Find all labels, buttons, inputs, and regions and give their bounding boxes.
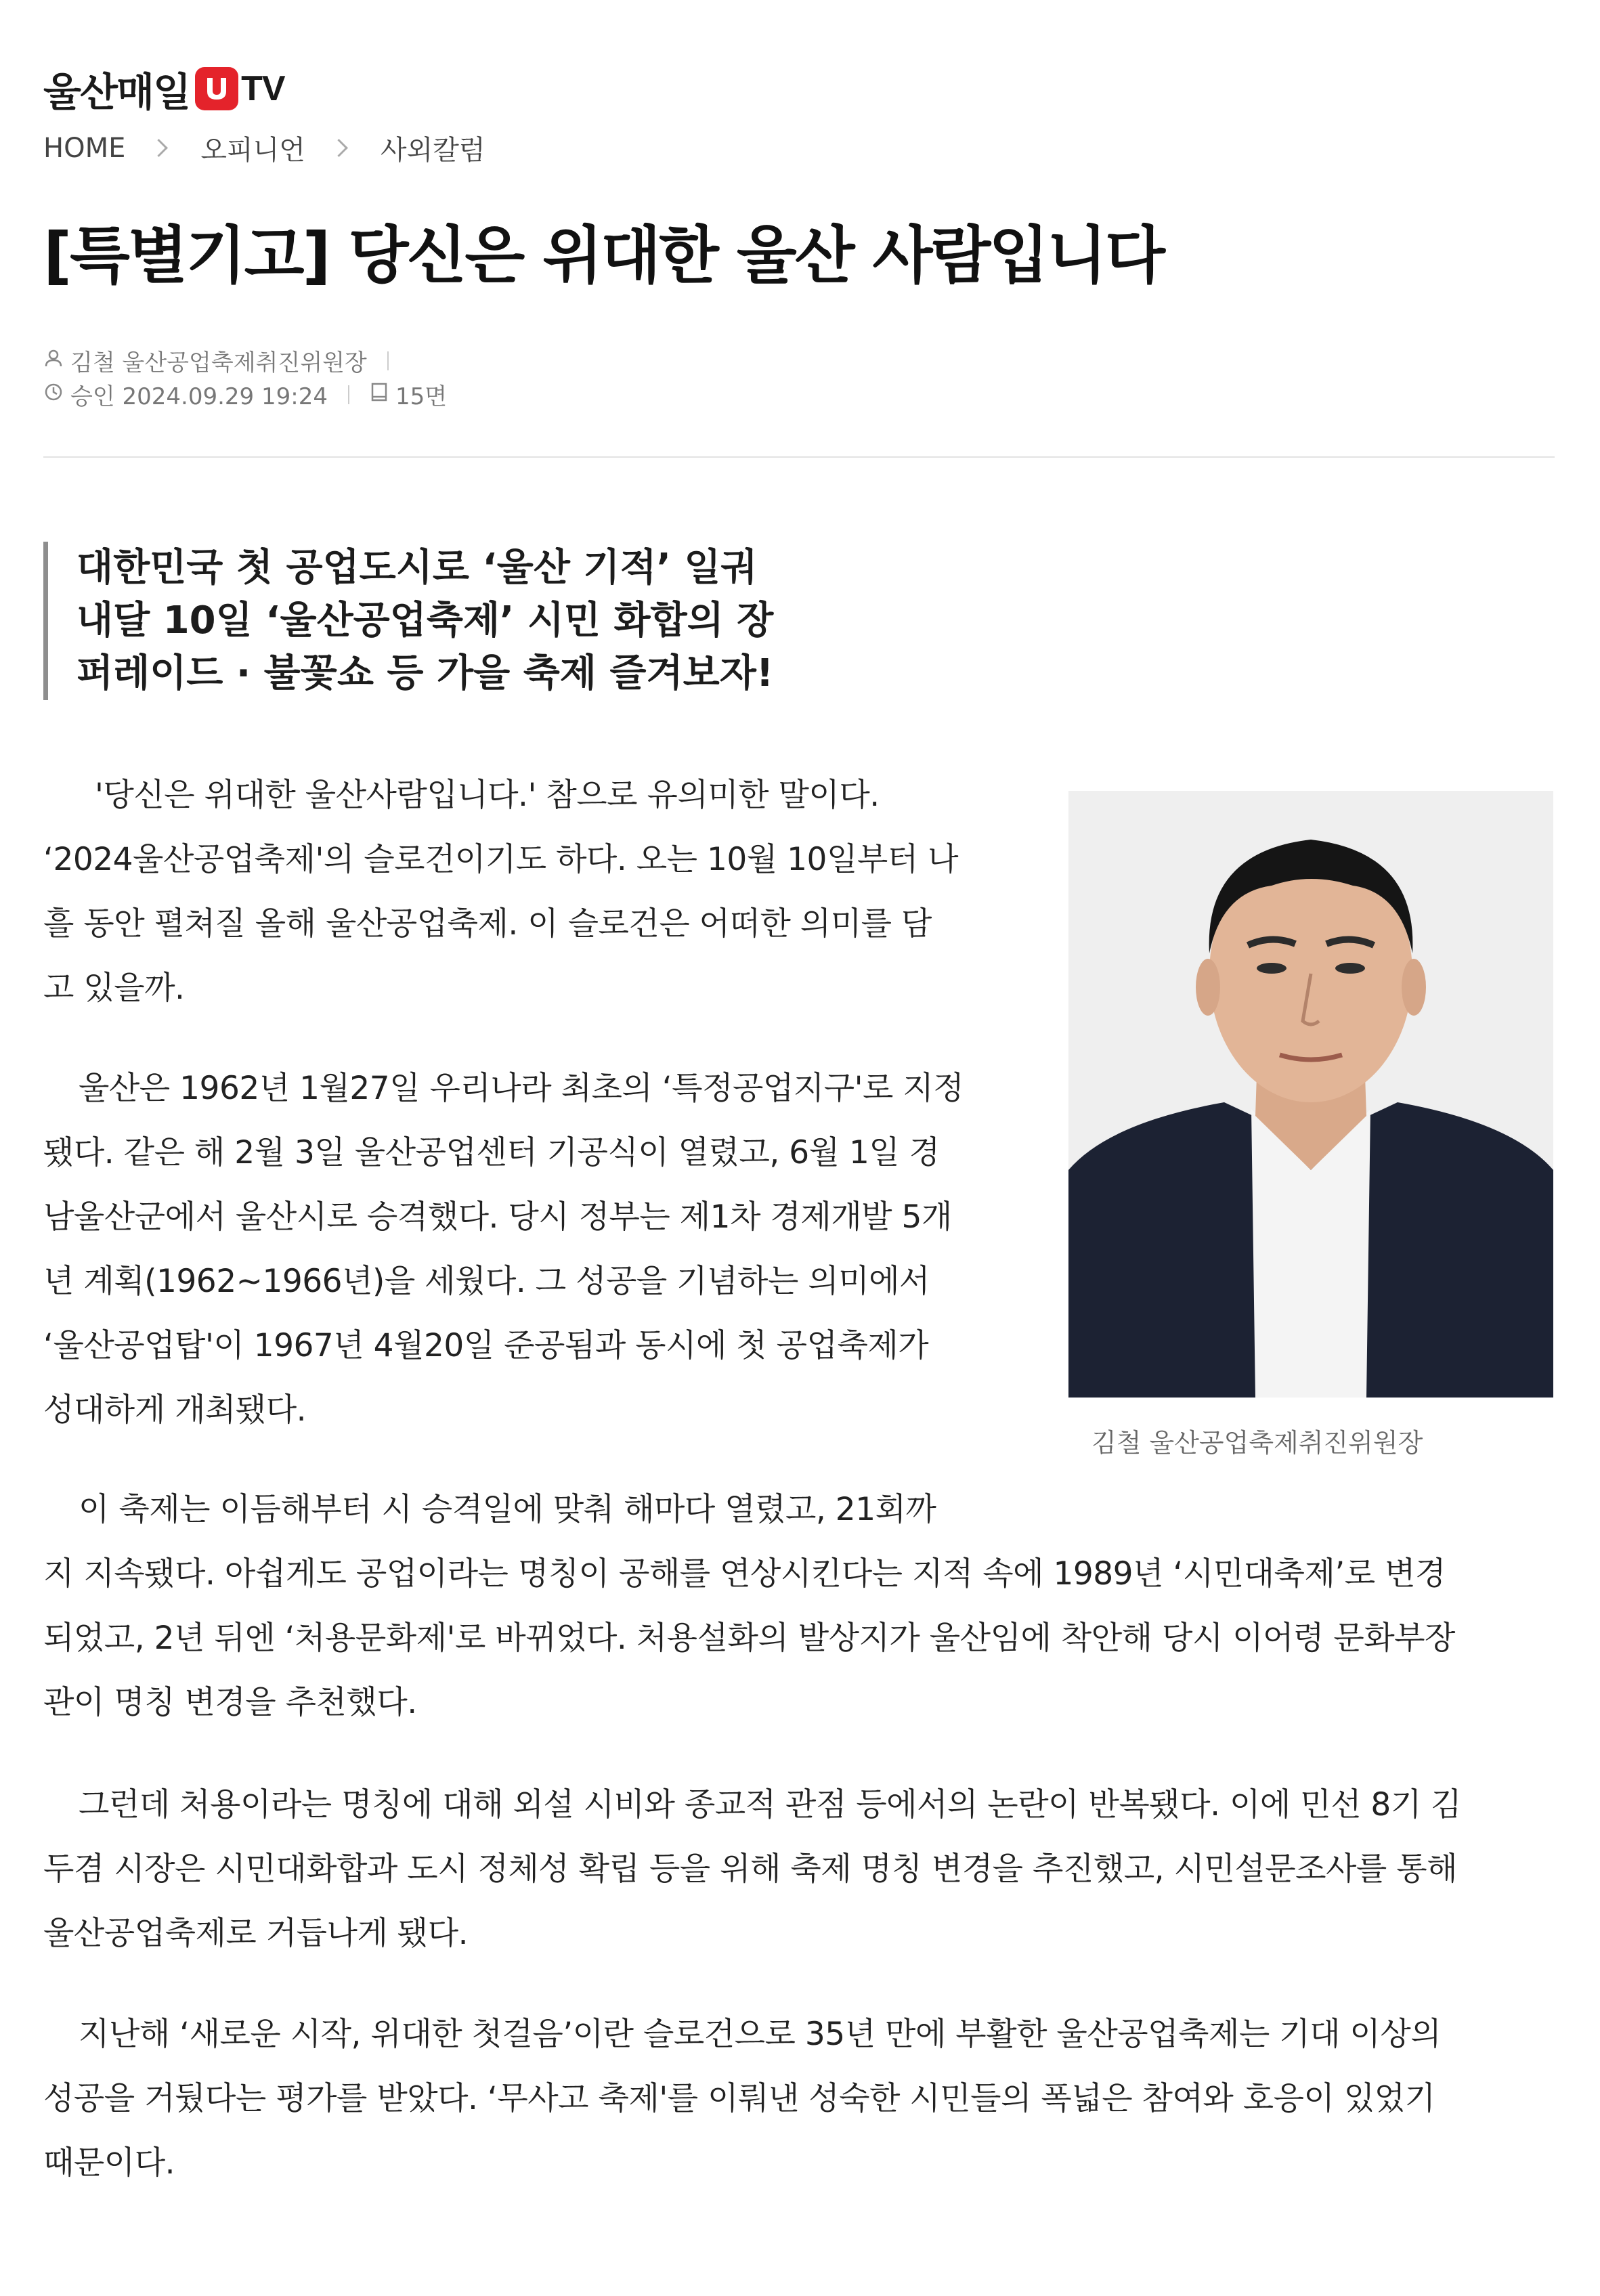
paragraph-line: 지 지속됐다. 아쉽게도 공업이라는 명칭이 공해를 연상시킨다는 지적 속에 1989년 ‘시민대축제’로 변경 (43, 1555, 1446, 1593)
article-title: [특별기고] 당신은 위대한 울산 사람입니다 (43, 219, 1164, 292)
author-photo (1068, 791, 1553, 1398)
approved-datetime: 승인 2024.09.29 19:24 (70, 383, 328, 410)
article-paragraph (43, 1056, 964, 1442)
paragraph-line: 되었고, 2년 뒤엔 ‘처용문화제'로 바뀌었다. 처용설화의 발상지가 울산임에 착안해 당시 이어령 문화부장 (43, 1620, 1455, 1657)
paragraph-line: 이 축제는 이듬해부터 시 승격일에 맞춰 해마다 열렸고, 21회까 (79, 1491, 936, 1528)
article-paragraph (43, 763, 958, 1020)
person-icon (43, 347, 64, 374)
paragraph-line: 고 있을까. (43, 970, 185, 1007)
paragraph-line: '당신은 위대한 울산사람입니다.' 참으로 유의미한 말이다. (95, 777, 880, 814)
author-portrait-image (1068, 791, 1553, 1398)
chevron-right-icon (330, 139, 348, 157)
breadcrumb-home[interactable]: HOME (43, 132, 126, 164)
paragraph-line: 남울산군에서 울산시로 승격했다. 당시 정부는 제1차 경제개발 5개 (43, 1198, 952, 1236)
breadcrumb (43, 129, 485, 167)
subtitle-line: 내달 10일 ‘울산공업축제’ 시민 화합의 장 (77, 599, 774, 643)
paragraph-line: 두겸 시장은 시민대화합과 도시 정체성 확립 등을 위해 축제 명칭 변경을 추진했고, 시민설문조사를 통해 (43, 1850, 1458, 1888)
clock-icon (43, 381, 64, 408)
breadcrumb-subsection[interactable]: 사외칼럼 (380, 135, 485, 166)
article-paragraph (43, 1477, 1455, 1735)
subtitle-line: 퍼레이드 · 불꽃쇼 등 가을 축제 즐겨보자! (77, 651, 774, 695)
paragraph-line: ‘울산공업탑'이 1967년 4월20일 준공됨과 동시에 첫 공업축제가 (43, 1327, 929, 1364)
meta-separator (348, 385, 349, 404)
logo-text: 울산매일 (43, 69, 190, 115)
site-logo[interactable] (43, 65, 285, 115)
photo-caption: 김철 울산공업축제취진위원장 (1091, 1428, 1423, 1458)
paragraph-line: 지난해 ‘새로운 시작, 위대한 첫걸음’이란 슬로건으로 35년 만에 부활한 울산공업축제는 기대 이상의 (79, 2016, 1442, 2053)
paragraph-line: 그런데 처용이라는 명칭에 대해 외설 시비와 종교적 관점 등에서의 논란이 반복됐다. 이에 민선 8기 김 (79, 1786, 1462, 1823)
breadcrumb-section[interactable]: 오피니언 (200, 135, 305, 166)
page-icon (370, 381, 389, 408)
article-paragraph (43, 2002, 1441, 2195)
logo-tv-text: TV (241, 69, 285, 108)
paragraph-line: 관이 명칭 변경을 추천했다. (43, 1684, 417, 1721)
author-name[interactable]: 김철 울산공업축제취진위원장 (70, 349, 367, 376)
paragraph-line: 때문이다. (43, 2144, 175, 2182)
paragraph-line: 년 계획(1962~1966년)을 세웠다. 그 성공을 기념하는 의미에서 (43, 1263, 930, 1300)
header-divider (43, 456, 1555, 458)
article-subtitle (43, 542, 773, 700)
article-paragraph (43, 1773, 1461, 1966)
paragraph-line: 성공을 거뒀다는 평가를 받았다. ‘무사고 축제'를 이뤄낸 성숙한 시민들의 폭넓은 참여와 호응이 있었기 (43, 2080, 1435, 2117)
page-number: 15면 (395, 383, 448, 410)
paragraph-line: 흘 동안 펼쳐질 올해 울산공업축제. 이 슬로건은 어떠한 의미를 담 (43, 905, 932, 943)
subtitle-line: 대한민국 첫 공업도시로 ‘울산 기적’ 일궈 (77, 546, 758, 590)
paragraph-line: 됐다. 같은 해 2월 3일 울산공업센터 기공식이 열렸고, 6월 1일 경 (43, 1134, 940, 1171)
paragraph-line: 성대하게 개최됐다. (43, 1391, 307, 1429)
article-meta-author (43, 344, 409, 377)
paragraph-line: 울산은 1962년 1월27일 우리나라 최초의 ‘특정공업지구'로 지정 (79, 1070, 964, 1107)
paragraph-line: ‘2024울산공업축제'의 슬로건이기도 하다. 오는 10월 10일부터 나 (43, 841, 959, 878)
paragraph-line: 울산공업축제로 거듭나게 됐다. (43, 1915, 469, 1952)
chevron-right-icon (150, 139, 168, 157)
logo-u-icon (195, 67, 238, 110)
article-meta-info (43, 378, 447, 411)
meta-separator (387, 351, 389, 370)
